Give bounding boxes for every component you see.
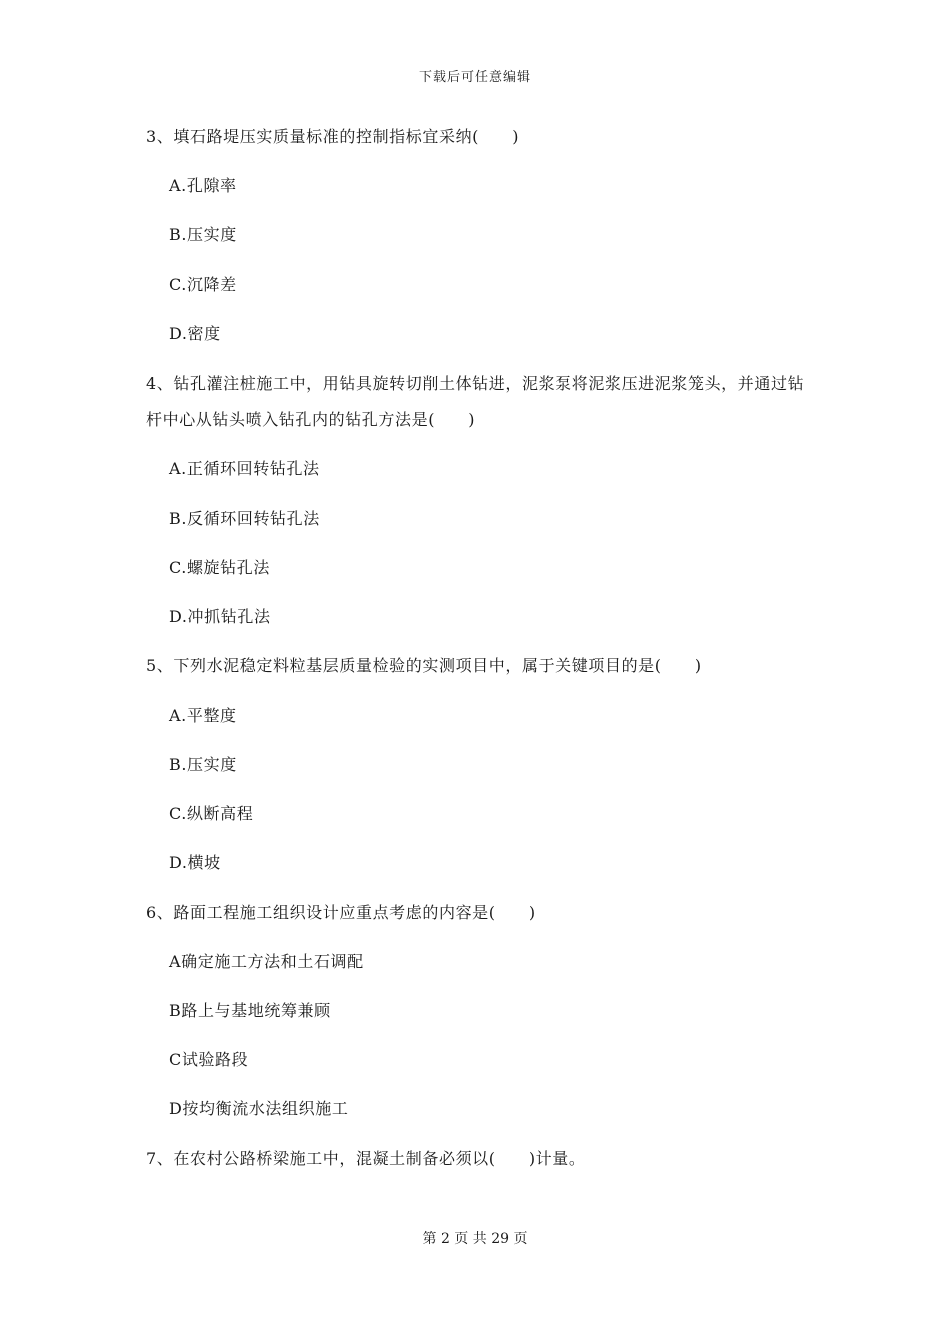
page-footer: 第 2 页 共 29 页	[422, 1231, 528, 1247]
question-6-option-b: B路上与基地统筹兼顾	[169, 1001, 331, 1020]
question-6-option-c: C试验路段	[169, 1050, 249, 1069]
question-4-option-b: B.反循环回转钻孔法	[169, 509, 320, 528]
question-4-option-c: C.螺旋钻孔法	[169, 558, 270, 577]
question-5-option-c: C.纵断高程	[169, 804, 254, 823]
question-6-option-a: A确定施工方法和土石调配	[169, 952, 364, 971]
question-4-text-line-2: 杆中心从钻头喷入钻孔内的钻孔方法是( )	[146, 410, 476, 429]
question-4-text-line-1: 4、钻孔灌注桩施工中，用钻具旋转切削土体钻进，泥浆泵将泥浆压进泥浆笼头，并通过钻	[146, 374, 805, 393]
question-4-option-a: A.正循环回转钻孔法	[169, 459, 320, 478]
question-5-option-a: A.平整度	[169, 706, 237, 725]
question-3-option-b: B.压实度	[169, 225, 237, 244]
question-7-text: 7、在农村公路桥梁施工中，混凝土制备必须以( )计量。	[146, 1149, 586, 1168]
question-5-option-b: B.压实度	[169, 755, 237, 774]
question-3-option-d: D.密度	[169, 324, 221, 343]
question-3-option-a: A.孔隙率	[169, 176, 237, 195]
question-5-text: 5、下列水泥稳定料粒基层质量检验的实测项目中，属于关键项目的是( )	[146, 656, 702, 675]
question-5-option-d: D.横坡	[169, 853, 221, 872]
question-3-text: 3、填石路堤压实质量标准的控制指标宜采纳( )	[146, 127, 520, 146]
question-6-text: 6、路面工程施工组织设计应重点考虑的内容是( )	[146, 903, 536, 922]
question-6-option-d: D按均衡流水法组织施工	[169, 1099, 349, 1118]
page-header: 下载后可任意编辑	[418, 70, 531, 85]
question-3-option-c: C.沉降差	[169, 275, 237, 294]
question-4-option-d: D.冲抓钻孔法	[169, 607, 271, 626]
